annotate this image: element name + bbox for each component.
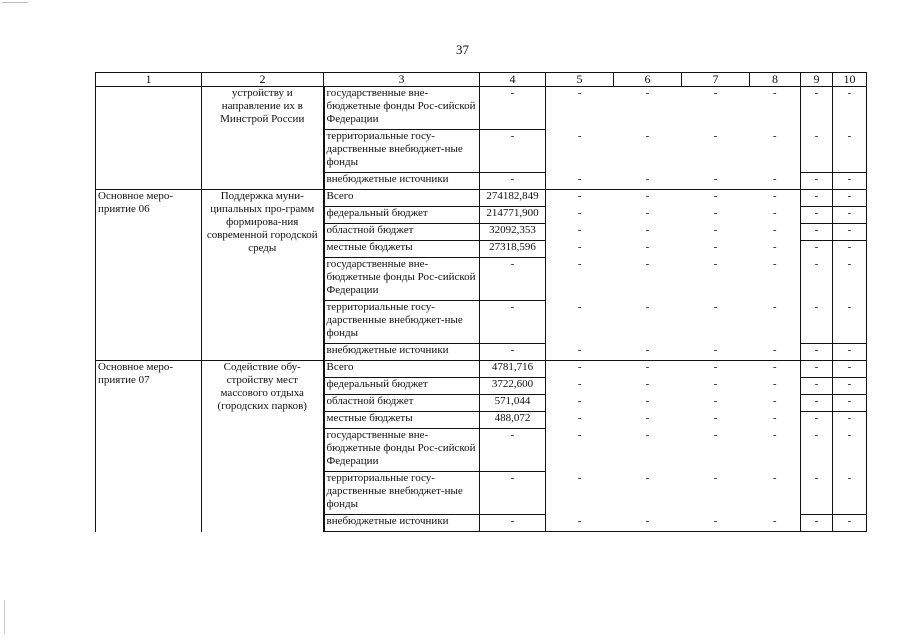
- dash-cell: -: [645, 129, 650, 142]
- dash-cell: -: [833, 472, 867, 515]
- dash-cell: -: [801, 412, 833, 429]
- dash-cell: -: [546, 190, 614, 207]
- dash-cell: -: [577, 471, 582, 484]
- dash-cell: -: [833, 301, 867, 344]
- dash-cell: -: [801, 258, 833, 301]
- column-header: 10: [833, 73, 867, 87]
- dash-cell: -: [772, 394, 777, 407]
- dash-cell: -: [801, 344, 833, 361]
- dash-cell: -: [772, 129, 777, 142]
- dash-cell: -: [713, 257, 718, 270]
- dash-cell: -: [833, 412, 867, 429]
- dash-cell: -: [833, 429, 867, 472]
- dash-cell: -: [682, 361, 750, 378]
- dash-cell: -: [577, 172, 582, 185]
- measure-description: устройству и направление их в Минстрой России: [202, 87, 324, 190]
- funding-source: государственные вне-бюджетные фонды Рос-сийской Федерации: [324, 429, 480, 472]
- dash-cell: -: [713, 223, 718, 236]
- measure-description: Поддержка муни-ципальных про-грамм формирова-ния современной городской среды: [202, 190, 324, 361]
- dash-cell: -: [645, 300, 650, 313]
- dash-cell: -: [577, 240, 582, 253]
- column-header: 5: [546, 73, 614, 87]
- funding-source: территориальные госу-дарственные внебюджет-ные фонды: [324, 130, 480, 173]
- dash-cell: -: [750, 361, 801, 378]
- column-header: 2: [202, 73, 324, 87]
- dash-cell: -: [801, 378, 833, 395]
- funding-source: местные бюджеты: [324, 241, 480, 258]
- dash-cell: -: [682, 515, 750, 532]
- budget-table: [95, 72, 867, 532]
- dash-cell: -: [801, 224, 833, 241]
- dash-cell: -: [577, 206, 582, 219]
- funding-amount: -: [480, 258, 546, 301]
- page-number: 37: [456, 42, 469, 57]
- dash-cell: -: [833, 87, 867, 130]
- dash-cell: -: [614, 87, 682, 130]
- dash-cell: -: [801, 301, 833, 344]
- funding-source: территориальные госу-дарственные внебюджет-ные фонды: [324, 301, 480, 344]
- funding-amount: -: [480, 87, 546, 130]
- funding-source: областной бюджет: [324, 395, 480, 412]
- scan-edge-mark: [4, 600, 5, 634]
- dash-cell: -: [713, 428, 718, 441]
- table-row: [96, 361, 867, 378]
- dash-cell: -: [645, 206, 650, 219]
- column-header: 7: [682, 73, 750, 87]
- dash-cell: -: [713, 343, 718, 356]
- dash-cell: -: [713, 300, 718, 313]
- funding-amount: -: [480, 472, 546, 515]
- dash-cell: -: [645, 240, 650, 253]
- table-row: [96, 87, 867, 130]
- dash-cell: -: [645, 394, 650, 407]
- dash-cell: -: [577, 257, 582, 270]
- dash-cell: -: [801, 241, 833, 258]
- column-header: 4: [480, 73, 546, 87]
- dash-cell: -: [801, 190, 833, 207]
- dash-cell: -: [833, 395, 867, 412]
- dash-cell: -: [577, 428, 582, 441]
- table-header-row: [96, 73, 867, 87]
- funding-amount: -: [480, 173, 546, 190]
- funding-source: внебюджетные источники: [324, 173, 480, 190]
- dash-cell: -: [577, 343, 582, 356]
- funding-amount: -: [480, 130, 546, 173]
- measure-label: Основное меро-приятие 07: [96, 361, 202, 532]
- dash-cell: -: [614, 361, 682, 378]
- dash-cell: -: [577, 377, 582, 390]
- funding-source: внебюджетные источники: [324, 515, 480, 532]
- dash-cell: -: [645, 343, 650, 356]
- dash-cell: -: [713, 411, 718, 424]
- funding-amount: -: [480, 515, 546, 532]
- dash-cell: -: [577, 394, 582, 407]
- dash-cell: -: [546, 361, 614, 378]
- column-header: 8: [750, 73, 801, 87]
- dash-cell: -: [772, 257, 777, 270]
- funding-amount: 488,072: [480, 412, 546, 429]
- funding-amount: 32092,353: [480, 224, 546, 241]
- measure-description: Содействие обу-стройству мест массового отдыха (городских парков): [202, 361, 324, 532]
- dash-cell: -: [801, 87, 833, 130]
- dash-cell: -: [713, 240, 718, 253]
- measure-label: [96, 87, 202, 190]
- column-header: 6: [614, 73, 682, 87]
- dash-cell: -: [682, 190, 750, 207]
- dash-cell: -: [772, 206, 777, 219]
- dash-cell: -: [645, 411, 650, 424]
- dash-cell: -: [801, 207, 833, 224]
- table-row: [96, 190, 867, 207]
- dash-cell: -: [833, 190, 867, 207]
- funding-source: внебюджетные источники: [324, 344, 480, 361]
- funding-amount: -: [480, 301, 546, 344]
- dash-cell: -: [801, 395, 833, 412]
- funding-source: федеральный бюджет: [324, 378, 480, 395]
- dash-cell: -: [577, 223, 582, 236]
- funding-amount: -: [480, 429, 546, 472]
- dash-cell: -: [682, 87, 750, 130]
- dash-cell: -: [645, 377, 650, 390]
- funding-amount: -: [480, 344, 546, 361]
- dash-cell: -: [713, 129, 718, 142]
- funding-amount: 274182,849: [480, 190, 546, 207]
- dash-cell: -: [772, 377, 777, 390]
- measure-label: Основное меро-приятие 06: [96, 190, 202, 361]
- dash-cell: -: [833, 258, 867, 301]
- dash-cell: -: [713, 172, 718, 185]
- funding-source: Всего: [324, 361, 480, 378]
- scan-edge-mark: [2, 2, 28, 3]
- dash-cell: -: [750, 515, 801, 532]
- funding-source: областной бюджет: [324, 224, 480, 241]
- dash-cell: -: [833, 130, 867, 173]
- dash-cell: -: [750, 190, 801, 207]
- dash-cell: -: [772, 240, 777, 253]
- funding-source: местные бюджеты: [324, 412, 480, 429]
- dash-cell: -: [750, 87, 801, 130]
- dash-cell: -: [772, 411, 777, 424]
- dash-cell: -: [645, 471, 650, 484]
- dash-cell: -: [833, 361, 867, 378]
- funding-amount: 571,044: [480, 395, 546, 412]
- dash-cell: -: [833, 378, 867, 395]
- dash-cell: -: [546, 515, 614, 532]
- dash-cell: -: [645, 428, 650, 441]
- dash-cell: -: [801, 130, 833, 173]
- dash-cell: -: [577, 411, 582, 424]
- funding-source: Всего: [324, 190, 480, 207]
- dash-cell: -: [772, 471, 777, 484]
- dash-cell: -: [801, 429, 833, 472]
- dash-cell: -: [801, 515, 833, 532]
- dash-cell: -: [772, 300, 777, 313]
- funding-amount: 3722,600: [480, 378, 546, 395]
- dash-cell: -: [577, 300, 582, 313]
- dash-cell: -: [833, 241, 867, 258]
- dash-cell: -: [713, 377, 718, 390]
- dash-cell: -: [614, 190, 682, 207]
- dash-cell: -: [645, 172, 650, 185]
- funding-source: федеральный бюджет: [324, 207, 480, 224]
- dash-cell: -: [833, 344, 867, 361]
- dash-cell: -: [614, 515, 682, 532]
- dash-cell: -: [772, 172, 777, 185]
- funding-amount: 4781,716: [480, 361, 546, 378]
- dash-cell: -: [833, 173, 867, 190]
- dash-cell: -: [713, 206, 718, 219]
- dash-cell: -: [801, 361, 833, 378]
- funding-amount: 27318,596: [480, 241, 546, 258]
- dash-cell: -: [713, 471, 718, 484]
- dash-cell: -: [772, 428, 777, 441]
- dash-cell: -: [772, 223, 777, 236]
- dash-cell: -: [645, 223, 650, 236]
- funding-source: территориальные госу-дарственные внебюджет-ные фонды: [324, 472, 480, 515]
- funding-source: государственные вне-бюджетные фонды Рос-сийской Федерации: [324, 87, 480, 130]
- funding-source: государственные вне-бюджетные фонды Рос-сийской Федерации: [324, 258, 480, 301]
- dash-cell: -: [801, 173, 833, 190]
- column-header: 3: [324, 73, 480, 87]
- dash-cell: -: [801, 472, 833, 515]
- dash-cell: -: [713, 394, 718, 407]
- dash-cell: -: [577, 129, 582, 142]
- funding-amount: 214771,900: [480, 207, 546, 224]
- dash-cell: -: [645, 257, 650, 270]
- dash-cell: -: [546, 87, 614, 130]
- column-header: 1: [96, 73, 202, 87]
- dash-cell: -: [833, 224, 867, 241]
- column-header: 9: [801, 73, 833, 87]
- dash-cell: -: [772, 343, 777, 356]
- dash-cell: -: [833, 207, 867, 224]
- dash-cell: -: [833, 515, 867, 532]
